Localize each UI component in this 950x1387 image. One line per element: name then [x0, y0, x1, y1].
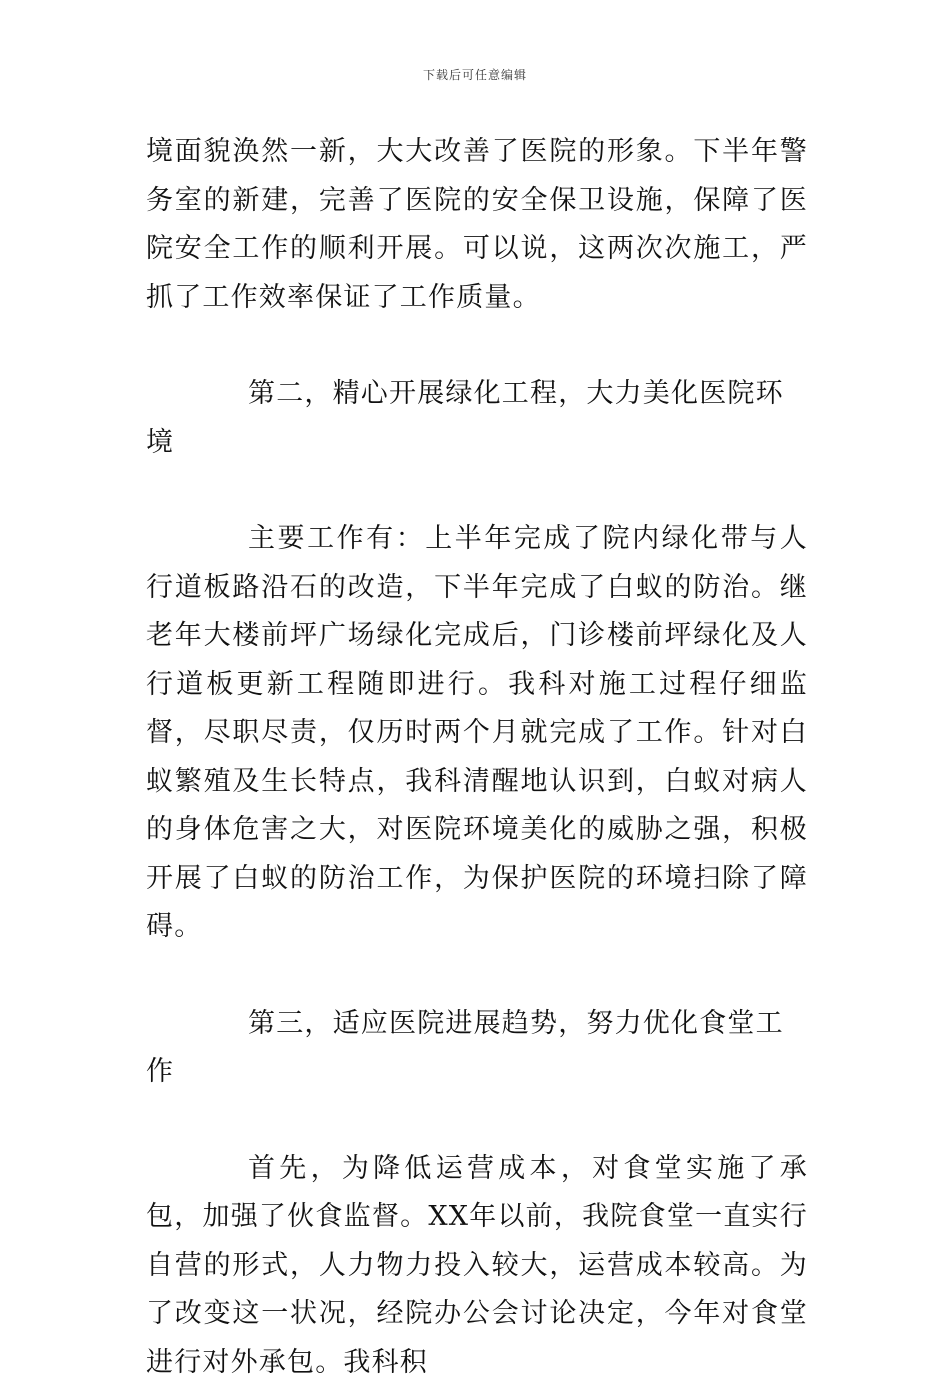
spacer	[146, 467, 808, 515]
paragraph-greening: 主要工作有：上半年完成了院内绿化带与人行道板路沿石的改造，下半年完成了白蚁的防治。继老年大楼前坪广场绿化完成后，门诊楼前坪绿化及人行道板更新工程随即进行。我科对施工过程仔细监督，尽职尽责，仅历时两个月就完成了工作。针对白蚁繁殖及生长特点，我科清醒地认识到，白蚁对病人的身体危害之大，对医院环境美化的威胁之强，积极开展了白蚁的防治工作，为保护医院的环境扫除了障碍。	[146, 515, 808, 952]
spacer	[146, 1097, 808, 1145]
document-body	[146, 128, 808, 1387]
spacer	[146, 322, 808, 370]
spacer	[146, 952, 808, 1000]
section-heading-canteen: 第三，适应医院进展趋势，努力优化食堂工作	[146, 1000, 808, 1097]
page-header-note: 下载后可任意编辑	[0, 66, 950, 83]
paragraph-canteen: 首先，为降低运营成本，对食堂实施了承包，加强了伙食监督。XX年以前，我院食堂一直实行自营的形式，人力物力投入较大，运营成本较高。为了改变这一状况，经院办公会讨论决定，今年对食堂进行对外承包。我科积	[146, 1145, 808, 1387]
paragraph-continuation: 境面貌涣然一新，大大改善了医院的形象。下半年警务室的新建，完善了医院的安全保卫设施，保障了医院安全工作的顺利开展。可以说，这两次次施工，严抓了工作效率保证了工作质量。	[146, 128, 808, 322]
section-heading-greening: 第二，精心开展绿化工程，大力美化医院环境	[146, 370, 808, 467]
